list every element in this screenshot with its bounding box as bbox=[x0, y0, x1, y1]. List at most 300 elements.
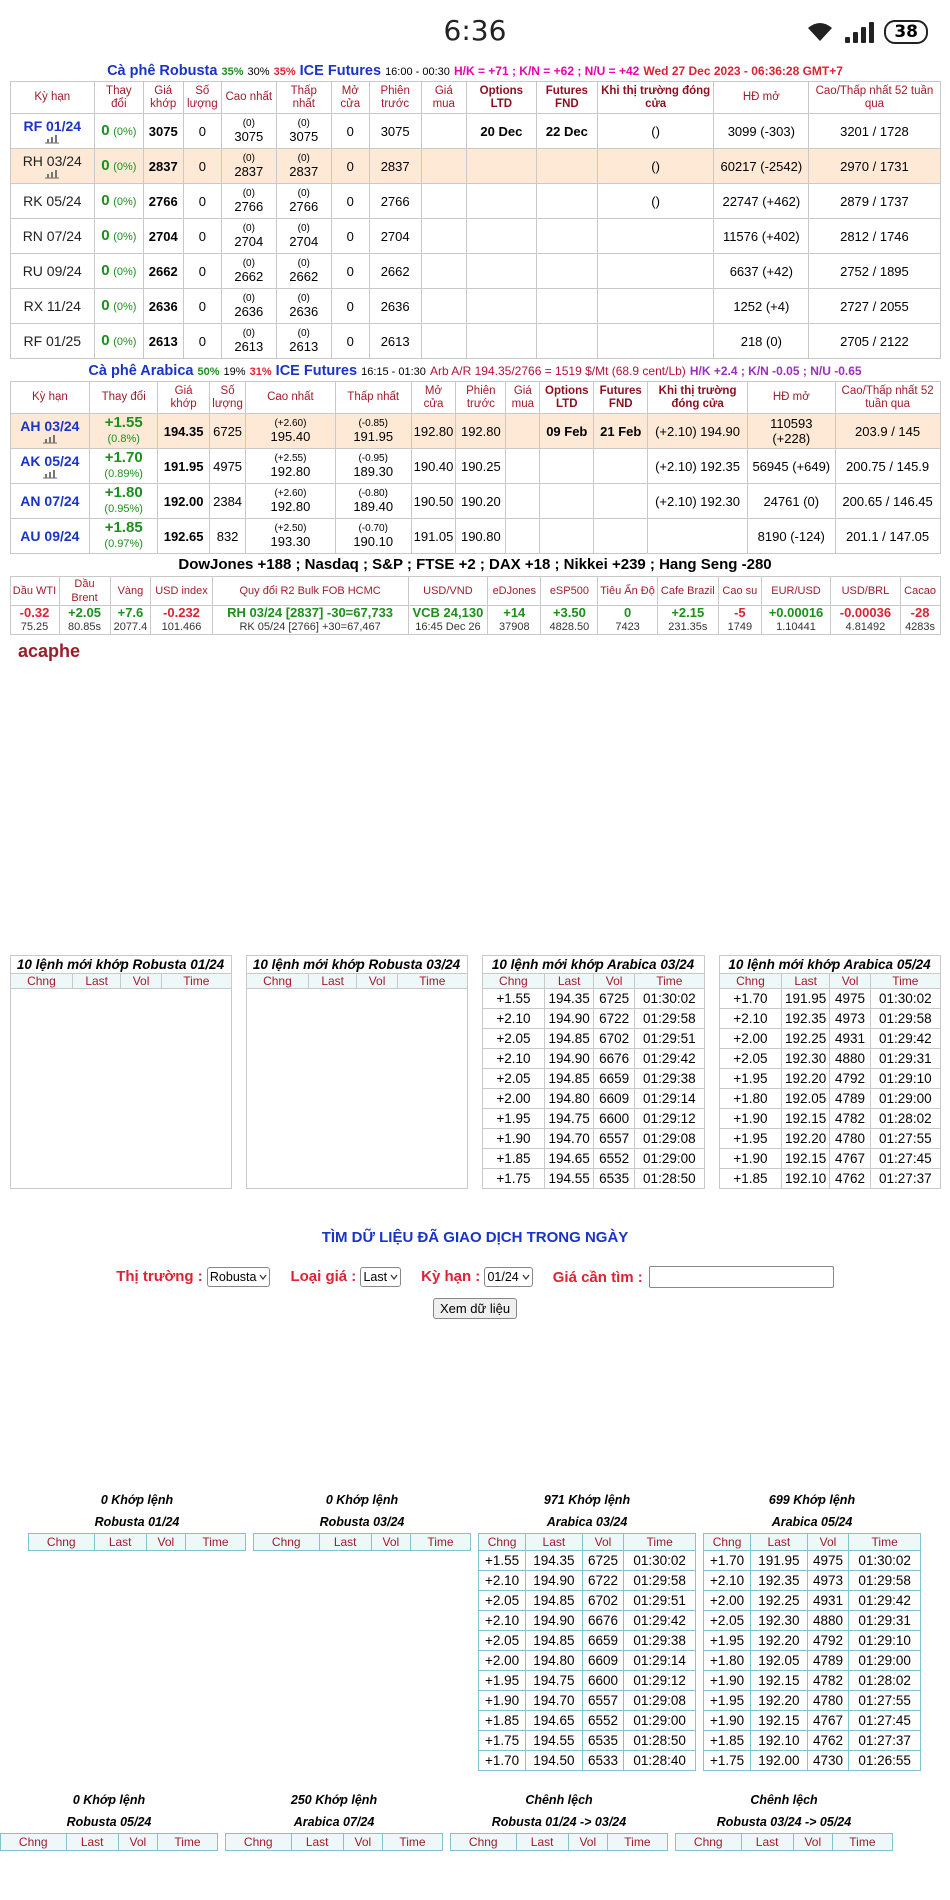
column-header: Cao/Thấp nhất 52 tuần qua bbox=[809, 82, 940, 114]
table-header bbox=[10, 82, 940, 114]
previous-price: 2662 bbox=[369, 254, 421, 289]
chart-icon[interactable] bbox=[43, 470, 57, 479]
chart-icon[interactable] bbox=[43, 435, 57, 444]
chevron-down-icon bbox=[390, 1273, 398, 1281]
high-cell bbox=[246, 414, 336, 449]
column-header: Thấp nhất bbox=[335, 382, 411, 414]
open-price: 191.05 bbox=[411, 519, 456, 554]
high-low-52w: 2752 / 1895 bbox=[809, 254, 940, 289]
previous-price: 3075 bbox=[369, 114, 421, 149]
empty-cell bbox=[246, 989, 467, 1189]
trade-row bbox=[719, 1069, 940, 1089]
markets-header bbox=[10, 577, 940, 606]
price-type-select[interactable] bbox=[360, 1267, 401, 1287]
term-value: 01/24 bbox=[487, 1270, 519, 1284]
low-cell bbox=[276, 254, 331, 289]
trade-cell: 6609 bbox=[594, 1089, 635, 1109]
contract-cell[interactable] bbox=[10, 219, 95, 254]
market-select[interactable] bbox=[207, 1267, 271, 1287]
trade-history-table bbox=[450, 1789, 668, 1851]
trade-cell: 192.20 bbox=[782, 1129, 830, 1149]
options-ltd bbox=[540, 484, 594, 519]
match-price: 194.35 bbox=[158, 414, 210, 449]
trade-cell: 01:29:58 bbox=[871, 1009, 940, 1029]
options-ltd bbox=[466, 254, 536, 289]
trade-row bbox=[479, 1650, 696, 1670]
options-ltd bbox=[466, 184, 536, 219]
open-price: 0 bbox=[331, 254, 369, 289]
trade-count: Chênh lệch bbox=[750, 1793, 818, 1807]
trade-count: 699 Khớp lệnh bbox=[768, 1493, 856, 1507]
trade-row bbox=[704, 1690, 921, 1710]
column-header: Thay đổi bbox=[90, 382, 158, 414]
market-value: +0.00016 bbox=[768, 605, 824, 620]
trade-cell: 01:29:58 bbox=[635, 1009, 704, 1029]
find-price-input[interactable] bbox=[649, 1266, 834, 1288]
high-value: 192.80 bbox=[270, 499, 311, 514]
site-logo[interactable]: acaphe bbox=[18, 641, 81, 661]
high-value: 195.40 bbox=[270, 429, 311, 444]
trade-cell: 01:29:00 bbox=[849, 1650, 921, 1670]
change-value: 0 bbox=[101, 121, 110, 139]
trade-cell: 194.85 bbox=[545, 1029, 594, 1049]
open-price: 192.80 bbox=[411, 414, 456, 449]
contract-name: Robusta 03/24 -> 05/24 bbox=[716, 1814, 852, 1829]
trade-cell: +1.95 bbox=[704, 1690, 751, 1710]
column-header: Last bbox=[66, 1833, 118, 1850]
contract-symbol[interactable]: RF 01/25 bbox=[23, 332, 82, 349]
market-cell bbox=[541, 606, 598, 635]
trading-hours: 16:00 - 00:30 bbox=[385, 66, 450, 78]
trade-cell: +2.10 bbox=[479, 1610, 526, 1630]
trade-row bbox=[482, 989, 704, 1009]
trade-cell: 192.15 bbox=[782, 1109, 830, 1129]
contract-name: Arabica 07/24 bbox=[293, 1814, 375, 1829]
high-low-52w: 201.1 / 147.05 bbox=[835, 519, 940, 554]
trade-cell: 01:29:14 bbox=[624, 1650, 696, 1670]
high-cell bbox=[221, 289, 276, 324]
open-price: 0 bbox=[331, 289, 369, 324]
low-value: 2837 bbox=[289, 164, 319, 179]
trade-cell: +1.55 bbox=[479, 1550, 526, 1570]
market-header: eSP500 bbox=[541, 577, 598, 606]
market-value: -5 bbox=[734, 605, 746, 620]
contract-symbol[interactable]: AH 03/24 bbox=[20, 417, 80, 434]
change-cell bbox=[95, 289, 144, 324]
trading-hours: 16:15 - 01:30 bbox=[361, 366, 426, 378]
wifi-icon bbox=[805, 21, 835, 43]
trade-cell: +1.80 bbox=[719, 1089, 782, 1109]
contract-row[interactable] bbox=[10, 519, 940, 554]
column-header: Time bbox=[410, 1533, 470, 1550]
trade-cell: +2.00 bbox=[479, 1650, 526, 1670]
low-delta: (-0.80) bbox=[358, 488, 388, 499]
contract-symbol[interactable]: RH 03/24 bbox=[22, 152, 82, 169]
bid-price bbox=[421, 254, 466, 289]
latest-trades-section bbox=[10, 955, 941, 1189]
trade-cell: 192.35 bbox=[782, 1009, 830, 1029]
high-value: 2766 bbox=[234, 199, 264, 214]
contract-symbol[interactable]: AU 09/24 bbox=[20, 527, 80, 544]
open-price: 0 bbox=[331, 149, 369, 184]
column-header: Giá khớp bbox=[158, 382, 210, 414]
bid-price bbox=[506, 414, 540, 449]
contract-row[interactable] bbox=[10, 219, 940, 254]
trade-row bbox=[479, 1730, 696, 1750]
trade-row bbox=[704, 1630, 921, 1650]
trade-cell: 6552 bbox=[582, 1710, 624, 1730]
robusta-table bbox=[10, 81, 941, 359]
market-sub: 101.466 bbox=[161, 621, 202, 633]
column-header: Last bbox=[741, 1833, 793, 1850]
trade-cell: 6600 bbox=[594, 1109, 635, 1129]
contract-cell[interactable] bbox=[10, 254, 95, 289]
contract-symbol[interactable]: AN 07/24 bbox=[20, 492, 80, 509]
trade-row bbox=[719, 1109, 940, 1129]
contract-row[interactable] bbox=[10, 184, 940, 219]
trade-row bbox=[719, 1089, 940, 1109]
trade-cell: 4973 bbox=[807, 1570, 849, 1590]
latest-trades-title: 10 lệnh mới khớp Arabica 05/24 bbox=[719, 956, 940, 974]
column-header: Last bbox=[291, 1833, 343, 1850]
trade-cell: +1.75 bbox=[479, 1730, 526, 1750]
close-value bbox=[598, 219, 714, 254]
market-header: Quy đổi R2 Bulk FOB HCMC bbox=[212, 577, 408, 606]
exchange-link[interactable]: ICE Futures bbox=[299, 63, 382, 79]
high-cell bbox=[246, 449, 336, 484]
high-value: 2636 bbox=[234, 304, 264, 319]
trade-cell: 6722 bbox=[594, 1009, 635, 1029]
market-cell bbox=[831, 606, 900, 635]
bid-price bbox=[421, 114, 466, 149]
column-header: Chng bbox=[246, 974, 309, 989]
trade-history-table bbox=[253, 1489, 471, 1551]
column-header: Chng bbox=[254, 1533, 320, 1550]
column-header: Chng bbox=[482, 974, 545, 989]
trade-cell: 01:29:31 bbox=[871, 1049, 940, 1069]
contract-row[interactable] bbox=[10, 414, 940, 449]
trade-cell: 6676 bbox=[582, 1610, 624, 1630]
market-value: -28 bbox=[910, 605, 930, 620]
trade-cell: +1.80 bbox=[704, 1650, 751, 1670]
trade-cell: 4767 bbox=[807, 1710, 849, 1730]
conversion-line-1: RH 03/24 [2837] -30=67,733 bbox=[227, 605, 394, 620]
market-sub: 231.35s bbox=[668, 621, 708, 633]
previous-price: 2837 bbox=[369, 149, 421, 184]
trade-cell: 4762 bbox=[807, 1730, 849, 1750]
contract-row[interactable] bbox=[10, 149, 940, 184]
trade-row bbox=[719, 1169, 940, 1189]
options-ltd bbox=[540, 449, 594, 484]
trade-cell: 194.85 bbox=[526, 1590, 583, 1610]
view-data-button[interactable]: Xem dữ liệu bbox=[433, 1298, 517, 1319]
high-value: 2837 bbox=[234, 164, 264, 179]
trade-cell: 192.15 bbox=[782, 1149, 830, 1169]
trade-cell: 4730 bbox=[807, 1750, 849, 1770]
contract-row[interactable] bbox=[10, 324, 940, 359]
change-percent: (0.97%) bbox=[104, 538, 143, 550]
open-interest: 218 (0) bbox=[714, 324, 809, 359]
contract-row[interactable] bbox=[10, 484, 940, 519]
contract-symbol[interactable]: RK 05/24 bbox=[23, 192, 82, 209]
market-sub: 2077.4 bbox=[113, 621, 148, 633]
futures-fnd bbox=[536, 149, 597, 184]
change-cell bbox=[95, 324, 144, 359]
low-delta: (0) bbox=[297, 223, 310, 234]
market-header: USD/VND bbox=[408, 577, 488, 606]
trade-cell: 194.90 bbox=[526, 1610, 583, 1630]
trade-cell: 192.15 bbox=[751, 1670, 808, 1690]
trade-cell: +1.95 bbox=[719, 1069, 782, 1089]
previous-price: 2766 bbox=[369, 184, 421, 219]
high-value: 193.30 bbox=[270, 534, 311, 549]
column-header: Vol bbox=[343, 1833, 382, 1850]
previous-price: 190.80 bbox=[456, 519, 506, 554]
column-header: Last bbox=[516, 1833, 568, 1850]
low-value: 189.40 bbox=[353, 499, 394, 514]
high-low-52w: 2812 / 1746 bbox=[809, 219, 940, 254]
high-cell bbox=[246, 484, 336, 519]
trade-cell: 192.30 bbox=[782, 1049, 830, 1069]
column-header: Vol bbox=[568, 1833, 607, 1850]
open-interest: 22747 (+462) bbox=[714, 184, 809, 219]
high-delta: (0) bbox=[242, 223, 255, 234]
trade-cell: +2.10 bbox=[482, 1049, 545, 1069]
exchange-link[interactable]: ICE Futures bbox=[275, 363, 358, 379]
low-cell bbox=[276, 219, 331, 254]
column-header: Futures FND bbox=[536, 82, 597, 114]
low-cell bbox=[276, 324, 331, 359]
previous-price: 2636 bbox=[369, 289, 421, 324]
market-sub: 4828.50 bbox=[549, 621, 590, 633]
low-cell bbox=[335, 519, 411, 554]
futures-fnd bbox=[536, 324, 597, 359]
search-section bbox=[0, 1229, 950, 1319]
trade-cell: 01:29:12 bbox=[635, 1109, 704, 1129]
robusta-header bbox=[0, 62, 950, 81]
contract-cell[interactable] bbox=[10, 289, 95, 324]
market-label: Thị trường : bbox=[116, 1268, 203, 1285]
trade-cell: 6722 bbox=[582, 1570, 624, 1590]
arabica-table bbox=[10, 381, 941, 554]
trade-cell: 01:30:02 bbox=[624, 1550, 696, 1570]
high-cell bbox=[221, 324, 276, 359]
market-cell bbox=[59, 606, 110, 635]
contract-row[interactable] bbox=[10, 449, 940, 484]
chevron-down-icon bbox=[259, 1273, 267, 1281]
contract-cell[interactable] bbox=[10, 484, 90, 519]
trade-history-table bbox=[225, 1789, 443, 1851]
column-header: Chng bbox=[676, 1833, 742, 1850]
market-cell bbox=[110, 606, 151, 635]
open-interest: 8190 (-124) bbox=[747, 519, 835, 554]
trade-row bbox=[482, 1109, 704, 1129]
change-value: 0 bbox=[101, 226, 110, 244]
trade-cell: +2.00 bbox=[704, 1590, 751, 1610]
market-value: +2.05 bbox=[68, 605, 101, 620]
open-interest: 24761 (0) bbox=[747, 484, 835, 519]
options-ltd: 09 Feb bbox=[540, 414, 594, 449]
trade-cell: 01:29:08 bbox=[635, 1129, 704, 1149]
trade-cell: +1.95 bbox=[704, 1630, 751, 1650]
market-header: Cao su bbox=[718, 577, 761, 606]
options-ltd bbox=[466, 219, 536, 254]
trade-cell: 01:29:58 bbox=[849, 1570, 921, 1590]
trade-cell: +1.70 bbox=[719, 989, 782, 1009]
open-price: 190.50 bbox=[411, 484, 456, 519]
trade-cell: 01:30:02 bbox=[871, 989, 940, 1009]
futures-fnd bbox=[594, 519, 648, 554]
contract-row[interactable] bbox=[10, 114, 940, 149]
contract-name: Robusta 03/24 bbox=[319, 1514, 405, 1529]
market-cell bbox=[718, 606, 761, 635]
low-value: 190.10 bbox=[353, 534, 394, 549]
contract-symbol[interactable]: RX 11/24 bbox=[23, 297, 81, 314]
contract-cell[interactable] bbox=[10, 519, 90, 554]
trade-history-table bbox=[0, 1789, 218, 1851]
contract-symbol[interactable]: AK 05/24 bbox=[20, 452, 80, 469]
change-percent: (0.89%) bbox=[104, 468, 143, 480]
trade-row bbox=[482, 1129, 704, 1149]
trade-row bbox=[719, 989, 940, 1009]
column-header: Vol bbox=[807, 1533, 849, 1550]
column-header: Chng bbox=[704, 1533, 751, 1550]
market-cell bbox=[488, 606, 541, 635]
chart-icon[interactable] bbox=[45, 135, 59, 144]
trade-row bbox=[479, 1690, 696, 1710]
trade-count: 0 Khớp lệnh bbox=[325, 1493, 399, 1507]
high-low-52w: 203.9 / 145 bbox=[835, 414, 940, 449]
column-header: Mở cửa bbox=[331, 82, 369, 114]
empty-cell bbox=[10, 989, 231, 1189]
trade-cell: 192.25 bbox=[751, 1590, 808, 1610]
trade-cell: 4767 bbox=[829, 1149, 870, 1169]
trade-cell: +1.85 bbox=[479, 1710, 526, 1730]
trade-cell: +2.05 bbox=[482, 1029, 545, 1049]
contract-name: Arabica 05/24 bbox=[771, 1514, 853, 1529]
trade-cell: 01:27:55 bbox=[849, 1690, 921, 1710]
open-interest: 3099 (-303) bbox=[714, 114, 809, 149]
trade-cell: 194.70 bbox=[526, 1690, 583, 1710]
futures-fnd bbox=[594, 484, 648, 519]
column-header: Last bbox=[751, 1533, 808, 1550]
contract-cell[interactable] bbox=[10, 449, 90, 484]
market-value: +3.50 bbox=[552, 605, 586, 620]
market-cell bbox=[598, 606, 657, 635]
trade-row bbox=[704, 1730, 921, 1750]
low-value: 2636 bbox=[289, 304, 319, 319]
close-value bbox=[598, 324, 714, 359]
contract-symbol[interactable]: RF 01/24 bbox=[23, 117, 82, 134]
trade-cell: 194.80 bbox=[526, 1650, 583, 1670]
column-header: Vol bbox=[594, 974, 635, 989]
chart-icon[interactable] bbox=[45, 170, 59, 179]
trade-row bbox=[482, 1069, 704, 1089]
match-price: 2613 bbox=[143, 324, 183, 359]
high-delta: (0) bbox=[242, 153, 255, 164]
contract-symbol[interactable]: RU 09/24 bbox=[22, 262, 82, 279]
high-cell bbox=[221, 114, 276, 149]
contract-symbol[interactable]: RN 07/24 bbox=[22, 227, 82, 244]
market-value: -0.32 bbox=[19, 605, 50, 620]
column-header: Time bbox=[607, 1833, 667, 1850]
trade-row bbox=[719, 1149, 940, 1169]
arb-ratio: Arb A/R 194.35/2766 = 1519 $/Mt (68.9 cent/Lb) bbox=[429, 364, 686, 378]
trade-cell: 01:27:37 bbox=[871, 1169, 940, 1189]
term-select[interactable] bbox=[484, 1267, 532, 1287]
change-value: 0 bbox=[101, 331, 110, 349]
open-price: 190.40 bbox=[411, 449, 456, 484]
trade-cell: 6725 bbox=[594, 989, 635, 1009]
open-price: 0 bbox=[331, 219, 369, 254]
column-header: Time bbox=[871, 974, 940, 989]
volume: 6725 bbox=[210, 414, 246, 449]
trade-cell: 6600 bbox=[582, 1670, 624, 1690]
trade-cell: 01:30:02 bbox=[849, 1550, 921, 1570]
trade-cell: 6676 bbox=[594, 1049, 635, 1069]
contract-cell[interactable] bbox=[10, 414, 90, 449]
previous-price: 2704 bbox=[369, 219, 421, 254]
change-percent: (0.95%) bbox=[104, 503, 143, 515]
trade-cell: 6535 bbox=[594, 1169, 635, 1189]
futures-fnd bbox=[594, 449, 648, 484]
market-sub: 4.81492 bbox=[845, 621, 886, 633]
trade-cell: 6552 bbox=[594, 1149, 635, 1169]
open-interest: 6637 (+42) bbox=[714, 254, 809, 289]
low-value: 2613 bbox=[289, 339, 319, 354]
trade-count: 0 Khớp lệnh bbox=[72, 1793, 146, 1807]
trade-cell: +1.90 bbox=[479, 1690, 526, 1710]
volume: 4975 bbox=[210, 449, 246, 484]
trade-cell: 01:28:02 bbox=[849, 1670, 921, 1690]
trade-cell: 4780 bbox=[829, 1129, 870, 1149]
market-sub: 1749 bbox=[727, 621, 753, 633]
market-sub: 7423 bbox=[615, 621, 640, 633]
market-cell bbox=[151, 606, 212, 635]
trade-cell: 4789 bbox=[807, 1650, 849, 1670]
contract-cell[interactable] bbox=[10, 324, 95, 359]
high-value: 3075 bbox=[234, 129, 264, 144]
column-header: Chng bbox=[1, 1833, 67, 1850]
market-value: -0.232 bbox=[163, 605, 200, 620]
high-low-52w: 2705 / 2122 bbox=[809, 324, 940, 359]
column-header: Last bbox=[526, 1533, 583, 1550]
high-cell bbox=[221, 219, 276, 254]
column-header: Vol bbox=[118, 1833, 157, 1850]
contract-name: Robusta 05/24 bbox=[66, 1814, 152, 1829]
open-interest: 11576 (+402) bbox=[714, 219, 809, 254]
contract-cell[interactable] bbox=[10, 149, 95, 184]
trade-row bbox=[482, 1029, 704, 1049]
high-value: 2662 bbox=[234, 269, 264, 284]
contract-row[interactable] bbox=[10, 289, 940, 324]
trade-cell: +2.10 bbox=[479, 1570, 526, 1590]
open-interest: 56945 (+649) bbox=[747, 449, 835, 484]
change-percent: (0%) bbox=[113, 300, 137, 313]
trade-cell: 01:29:12 bbox=[624, 1670, 696, 1690]
contract-cell[interactable] bbox=[10, 114, 95, 149]
contract-cell[interactable] bbox=[10, 184, 95, 219]
column-header: Cao nhất bbox=[246, 382, 336, 414]
contract-row[interactable] bbox=[10, 254, 940, 289]
bid-price bbox=[421, 184, 466, 219]
trade-cell: +2.05 bbox=[479, 1630, 526, 1650]
trade-row bbox=[479, 1570, 696, 1590]
trade-cell: 01:29:10 bbox=[871, 1069, 940, 1089]
contract-name: Robusta 01/24 bbox=[94, 1514, 180, 1529]
trade-cell: +1.90 bbox=[704, 1710, 751, 1730]
change-cell bbox=[95, 254, 144, 289]
